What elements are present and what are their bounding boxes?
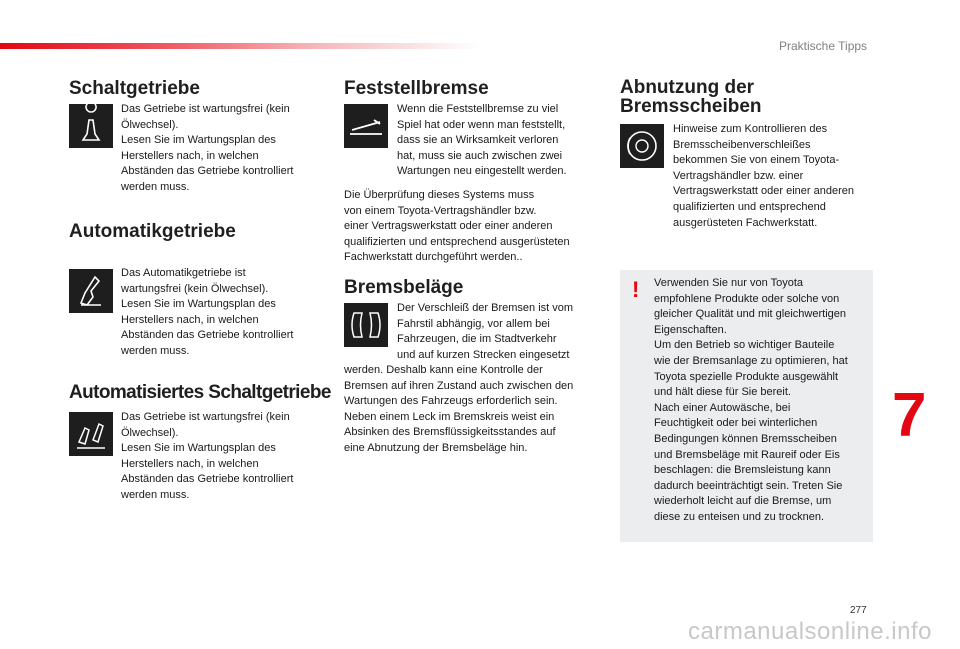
brake-disc-icon	[620, 124, 664, 168]
watermark: carmanualsonline.info	[688, 618, 932, 645]
bremsbelaege-text: Der Verschleiß der Bremsen ist vom Fahrstil abhängig, vor allem bei Fahrzeugen, die im Stadtverkehr und auf kurzen Strecken eingesetzt	[397, 302, 574, 361]
automatisiertes-text: Das Getriebe ist wartungsfrei (kein Ölwechsel). Lesen Sie im Wartungsplan des Herstellers nach, in welchen Abständen das Getriebe kontrolliert werden muss.	[121, 411, 294, 501]
heading-bremsbelaege: Bremsbeläge	[344, 277, 464, 298]
brake-pads-icon	[344, 303, 388, 347]
page-number: 277	[850, 605, 867, 616]
heading-bremsscheiben-line2: Bremsscheiben	[620, 96, 762, 117]
chapter-number: 7	[892, 381, 927, 450]
feststellbremse-text-wide: Die Überprüfung dieses Systems muss von einem Toyota-Vertragshändler bzw. einer Vertragswerkstatt oder einer anderen qualifizierten und entsprechend ausgerüsteten Fachwerkstatt durchgeführt werden..	[344, 189, 570, 264]
heading-automatikgetriebe: Automatikgetriebe	[69, 221, 236, 242]
heading-schaltgetriebe: Schaltgetriebe	[69, 78, 200, 99]
automatikgetriebe-text: Das Automatikgetriebe ist wartungsfrei (kein Ölwechsel). Lesen Sie im Wartungsplan des Herstellers nach, in welchen Abständen das Getriebe kontrolliert werden muss.	[121, 267, 294, 357]
heading-automatisiertes-schaltgetriebe: Automatisiertes Schaltgetriebe	[69, 382, 331, 403]
bremsscheiben-text: Hinweise zum Kontrollieren des Bremsscheibenverschleißes bekommen Sie von einem Toyota- Vertragshändler bzw. einer Vertragswerkstatt oder einer anderen qualifizierten und entsprechend ausgerüsteten Fachwerkstatt.	[673, 123, 854, 229]
bremsbelaege-text-wide: werden. Deshalb kann eine Kontrolle der Bremsen auf ihren Zustand auch zwischen den Wartungen des Fahrzeugs erforderlich sein. Neben einem Leck im Bremskreis weist ein Absinken des Bremsflüssigkeitsstandes auf eine Abnutzung der Bremsbeläge hin.	[344, 364, 574, 454]
heading-bremsscheiben-line1: Abnutzung der	[620, 77, 755, 98]
schaltgetriebe-text: Das Getriebe ist wartungsfrei (kein Ölwechsel). Lesen Sie im Wartungsplan des Herstellers nach, in welchen Abständen das Getriebe kontrolliert werden muss.	[121, 103, 294, 193]
header-accent-bar	[0, 43, 480, 49]
automatic-gear-selector-icon	[69, 269, 113, 313]
heading-feststellbremse: Feststellbremse	[344, 78, 489, 99]
feststellbremse-text: Wenn die Feststellbremse zu viel Spiel hat oder wenn man feststellt, dass sie an Wirksamkeit verloren hat, muss sie auch zwischen zwei Wartungen neu eingestellt werden.	[397, 103, 567, 178]
automated-gearbox-icon	[69, 412, 113, 456]
chapter-title: Praktische Tipps	[779, 39, 868, 53]
parking-brake-lever-icon	[344, 104, 388, 148]
warning-text: Verwenden Sie nur von Toyota empfohlene Produkte oder solche von gleicher Qualität und mit gleichwertigen Eigenschaften. Um den Betrieb so wichtiger Bauteile wie der Bremsanlage zu optimieren, hat Toyota spezielle Produkte ausgewählt und hält diese für Sie bereit. Nach einer Autowäsche, bei Feuchtigkeit oder bei winterlichen Bedingungen können Bremsscheiben und Bremsbeläge mit Raureif oder Eis beschlagen: die Bremsleistung kann dadurch beeinträchtigt sein. Treten Sie wiederholt leicht auf die Bremse, um diese zu enteisen und zu trocknen.	[654, 277, 848, 523]
warning-exclamation-icon: !	[632, 277, 640, 302]
manual-gear-lever-icon	[69, 104, 113, 148]
